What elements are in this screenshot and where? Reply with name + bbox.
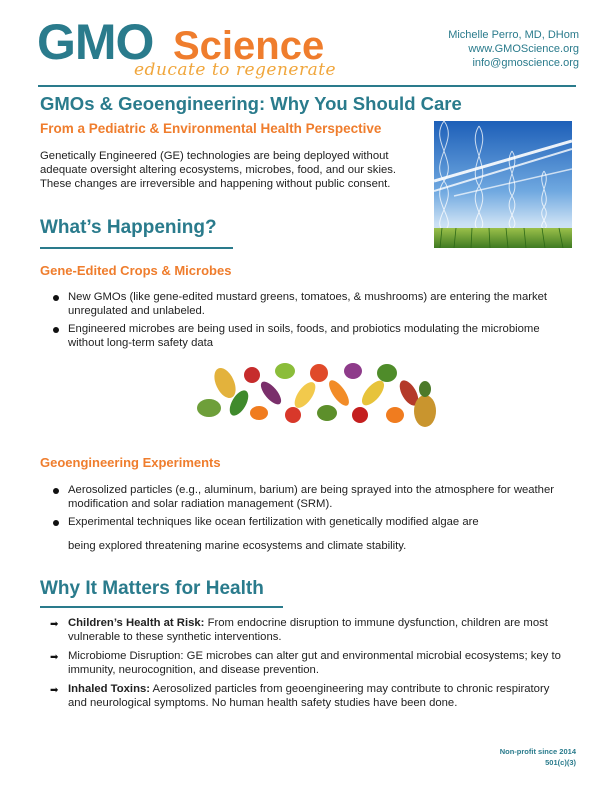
list-item-continuation [38, 540, 568, 554]
contact-website-link[interactable]: www.GMOScience.org [468, 43, 579, 55]
bullet-icon [53, 488, 59, 494]
arrow-bullet-icon: ➡ [50, 685, 59, 697]
header-divider [38, 85, 576, 87]
bullet-icon [53, 520, 59, 526]
geoengineering-list [38, 484, 568, 553]
footer-line-1: Non-profit since 2014 [499, 747, 576, 756]
list-item-bold: Children’s Health at Risk: [68, 617, 205, 629]
intro-paragraph: Genetically Engineered (GE) technologies are being deployed without adequate oversight altering ecosystems, microbes, food, and our skies. These changes are irreversible and happening without public consent. [40, 150, 397, 190]
list-item [38, 650, 568, 677]
bullet-icon [53, 327, 59, 333]
vegetable-dna-helix-image [197, 353, 439, 435]
logo-science: Science [173, 24, 325, 68]
list-item-bold: Inhaled Toxins: [68, 683, 151, 696]
list-item-text: being explored threatening marine ecosystems and climate stability. [68, 539, 407, 552]
section-heading-why-it-matters: Why It Matters for Health [40, 578, 264, 599]
gene-edited-list [38, 291, 568, 350]
contact-name: Michelle Perro, MD, DHom [448, 29, 579, 41]
list-item [38, 291, 568, 318]
footer-nonprofit [500, 746, 576, 768]
section-underline [40, 606, 283, 608]
page-subtitle: From a Pediatric & Environmental Health Perspective [40, 121, 382, 136]
logo-tagline: educate to regenerate [134, 60, 337, 80]
list-item-text: Engineered microbes are being used in soils, foods, and probiotics modulating the microbiome without long-term safety data [68, 323, 540, 349]
health-list [38, 617, 568, 711]
subheading-gene-edited: Gene-Edited Crops & Microbes [40, 263, 232, 278]
footer-line-2: 501(c)(3) [545, 758, 576, 767]
list-item-text: New GMOs (like gene-edited mustard greens, tomatoes, & mushrooms) are entering the market unregulated and unlabeled. [68, 291, 548, 317]
page-title: GMOs & Geoengineering: Why You Should Care [40, 93, 462, 114]
list-item [38, 323, 568, 350]
hero-image-sky-dna [434, 121, 572, 248]
list-item-text: From endocrine disruption to immune dysfunction, children are most vulnerable to these synthetic interventions. [68, 617, 548, 643]
list-item-text: Aerosolized particles (e.g., aluminum, barium) are being sprayed into the atmosphere for weather modification and solar radiation management (SRM). [68, 484, 555, 510]
bullet-icon [53, 295, 59, 301]
contact-email-link[interactable]: info@gmoscience.org [472, 57, 579, 69]
list-item [38, 516, 568, 530]
list-item-text: Experimental techniques like ocean fertilization with genetically modified algae are [68, 516, 479, 529]
list-item [38, 617, 568, 644]
contact-block [448, 28, 579, 70]
logo-gmo: GMO [37, 14, 154, 70]
subheading-geoengineering: Geoengineering Experiments [40, 455, 221, 470]
section-heading-whats-happening: What’s Happening? [40, 217, 217, 238]
list-item [38, 484, 568, 511]
list-item [38, 683, 568, 710]
arrow-bullet-icon: ➡ [50, 619, 59, 630]
list-item-text: Microbiome Disruption: GE microbes can alter gut and environmental microbial ecosystems; key to immunity, neurocognition, and disease prevention. [68, 650, 561, 676]
list-item-text: Aerosolized particles from geoengineering may contribute to chronic respiratory and neurological symptoms. No human health safety studies have been done. [68, 683, 550, 709]
arrow-bullet-icon: ➡ [50, 652, 59, 664]
section-underline [40, 247, 233, 249]
